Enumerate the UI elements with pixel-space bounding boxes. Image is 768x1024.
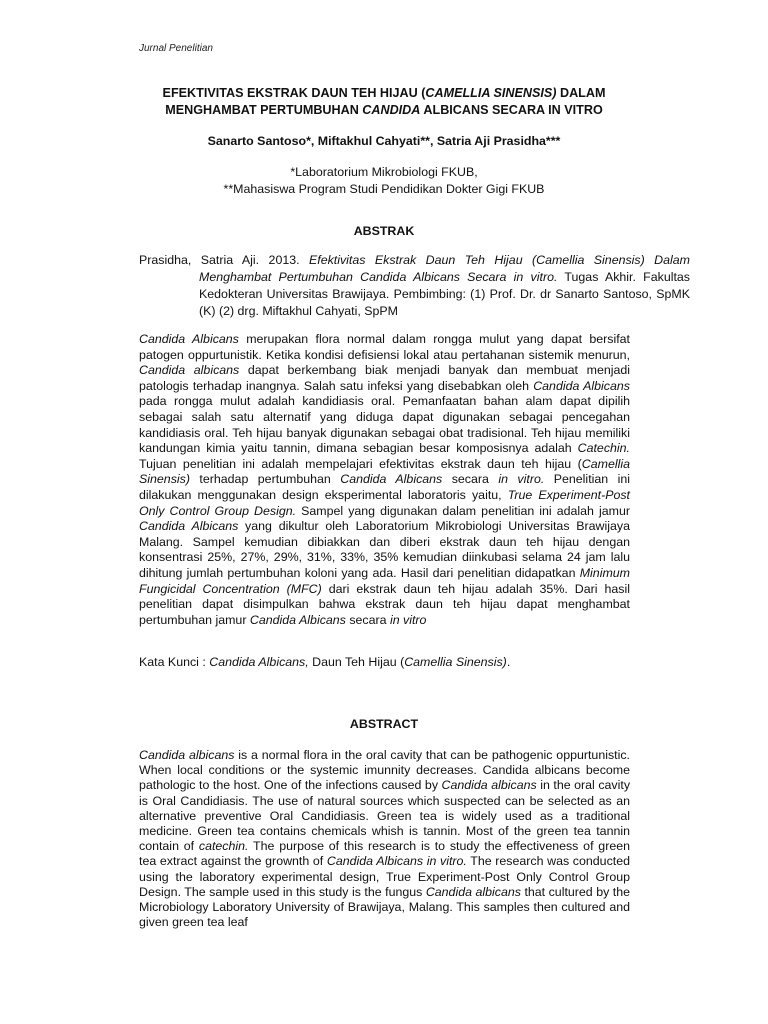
- body-text: Sampel yang digunakan dalam penelitian ini adalah jamur: [296, 503, 630, 518]
- citation-paragraph: [139, 252, 690, 320]
- keyword-camellia: Camellia Sinensis): [404, 655, 507, 669]
- keyword-end: .: [506, 655, 511, 669]
- article-title: [60, 85, 708, 119]
- italic-term: Minimum Fungicidal Concentration (MFC): [139, 565, 630, 596]
- affiliations: [60, 164, 708, 198]
- body-text: terhadap pertumbuhan: [189, 472, 341, 487]
- title-species: CAMELLIA SINENSIS): [425, 86, 557, 100]
- italic-term: True Experiment-Post Only Control Group Design.: [139, 487, 630, 518]
- affiliation-1: *Laboratorium Mikrobiologi FKUB,: [290, 165, 478, 179]
- italic-term: Camellia Sinensis): [139, 456, 630, 487]
- journal-running-header: Jurnal Penelitian: [139, 43, 213, 54]
- keyword-text: Daun Teh Hijau (: [308, 655, 405, 669]
- italic-term: Candida Albicans: [340, 472, 443, 487]
- abstrak-body: [139, 332, 630, 628]
- italic-term: in vitro: [389, 612, 427, 627]
- abstract-heading: ABSTRACT: [349, 717, 419, 731]
- citation-title: Efektivitas Ekstrak Daun Teh Hijau (Camellia Sinensis) Dalam Menghambat Pertumbuhan Candida Albicans Secara in vitro.: [199, 253, 690, 284]
- title-text: EFEKTIVITAS EKSTRAK DAUN TEH HIJAU (: [162, 86, 426, 100]
- italic-term: Catechin.: [577, 441, 630, 456]
- body-text: dapat berkembang biak menjadi banyak dan membuat menjadi patologis terhadap inangnya. Salah satu infeksi yang disebabkan oleh: [139, 363, 631, 393]
- body-text: Tujuan penelitian ini adalah mempelajari efektivitas ekstrak daun teh hijau (: [139, 456, 582, 471]
- abstract-body: [139, 748, 630, 930]
- italic-term: Candida Albicans: [139, 332, 239, 346]
- italic-term: Candida Albicans: [533, 378, 630, 393]
- italic-term: in vitro.: [498, 472, 545, 487]
- affiliation-2: **Mahasiswa Program Studi Pendidikan Dokter Gigi FKUB: [223, 182, 545, 196]
- body-text: dari ekstrak daun teh hijau adalah 35%. Dari hasil penelitian dapat disimpulkan bahwa ekstrak daun teh hijau dapat menghambat pertumbuhan jamur: [139, 581, 630, 627]
- body-text: The research was conducted using the laboratory experimental design, True Experiment-Post Only Control Group Design. The sample used in this study is the fungus: [139, 854, 630, 899]
- italic-term: Candida Albicans in vitro.: [326, 854, 467, 869]
- italic-term: Candida Albicans: [249, 612, 346, 627]
- body-text: pada rongga mulut adalah kandidiasis oral. Pemanfaatan bahan alam dapat dipilih sebagai salah satu alternatif yang diduga dapat digunakan sebagai pencegahan kandidiasis oral. Teh hijau banyak digunakan sebagai obat tradisional. Teh hijau memiliki kandungan kimia yaitu tannin, dimana sebagian besar komposisnya adalah: [139, 394, 630, 456]
- abstrak-heading: ABSTRAK: [353, 224, 415, 238]
- body-text: in the oral cavity is Oral Candidiasis. The use of natural sources which suspected can be selected as an alternative preventive Oral Candidiasis. Green tea is widely used as a traditional medicine. Green tea contains chemicals whish is tannin. Most of the green tea tannin contain of: [139, 778, 631, 854]
- body-text: The purpose of this research is to study the effectiveness of green tea extract against the grownth of: [139, 839, 630, 869]
- title-line-2: [60, 102, 708, 119]
- italic-term: Candida albicans: [425, 884, 521, 899]
- keywords: [139, 655, 630, 669]
- italic-term: Candida albicans: [139, 363, 240, 378]
- italic-term: Candida albicans: [139, 748, 235, 762]
- italic-term: Candida Albicans: [139, 519, 239, 534]
- keyword-candida: Candida Albicans,: [209, 655, 309, 669]
- title-genus: CANDIDA: [362, 103, 421, 117]
- body-text: secara: [442, 472, 499, 487]
- body-text: that cultured by the Microbiology Laboratory University of Brawijaya, Malang. This samples then cultured and given green tea leaf: [139, 884, 630, 930]
- body-text: merupakan flora normal dalam rongga mulut yang dapat bersifat patogen oppurtunistik. Ketika kondisi defisiensi lokal atau pertahanan sistemik menurun,: [139, 332, 630, 362]
- title-line-1: [60, 85, 708, 102]
- citation-author: Prasidha, Satria Aji. 2013.: [139, 253, 309, 267]
- title-text: ALBICANS SECARA IN VITRO: [420, 103, 603, 117]
- body-text: secara: [345, 612, 390, 627]
- body-text: Penelitian ini dilakukan menggunakan design eksperimental laboratoris yaitu,: [139, 472, 631, 502]
- title-text: MENGHAMBAT PERTUMBUHAN: [165, 103, 363, 117]
- body-text: is a normal flora in the oral cavity that can be pathogenic oppurtunistic. When local conditions or the systemic imunnity decreases. Candida albicans become pathologic to the host. One of the infections caused by: [139, 748, 630, 793]
- title-text: DALAM: [556, 86, 606, 100]
- italic-term: Candida albicans: [441, 778, 537, 793]
- author-list: Sanarto Santoso*, Miftakhul Cahyati**, Satria Aji Prasidha***: [207, 134, 561, 148]
- citation-details: Tugas Akhir. Fakultas Kedokteran Universitas Brawijaya. Pembimbing: (1) Prof. Dr. dr Sanarto Santoso, SpMK (K) (2) drg. Miftakhul Cahyati, SpPM: [199, 270, 690, 318]
- italic-term: catechin.: [198, 839, 249, 854]
- body-text: yang dikultur oleh Laboratorium Mikrobiologi Universitas Brawijaya Malang. Sampel kemudian dibiakkan dan diberi ekstrak daun teh hijau dengan konsentrasi 25%, 27%, 29%, 31%, 33%, 35% kemudian diinkubasi selama 24 jam lalu dihitung jumlah pertumbuhan koloni yang ada. Hasil dari penelitian didapatkan: [139, 519, 630, 580]
- keywords-label: Kata Kunci :: [139, 655, 210, 669]
